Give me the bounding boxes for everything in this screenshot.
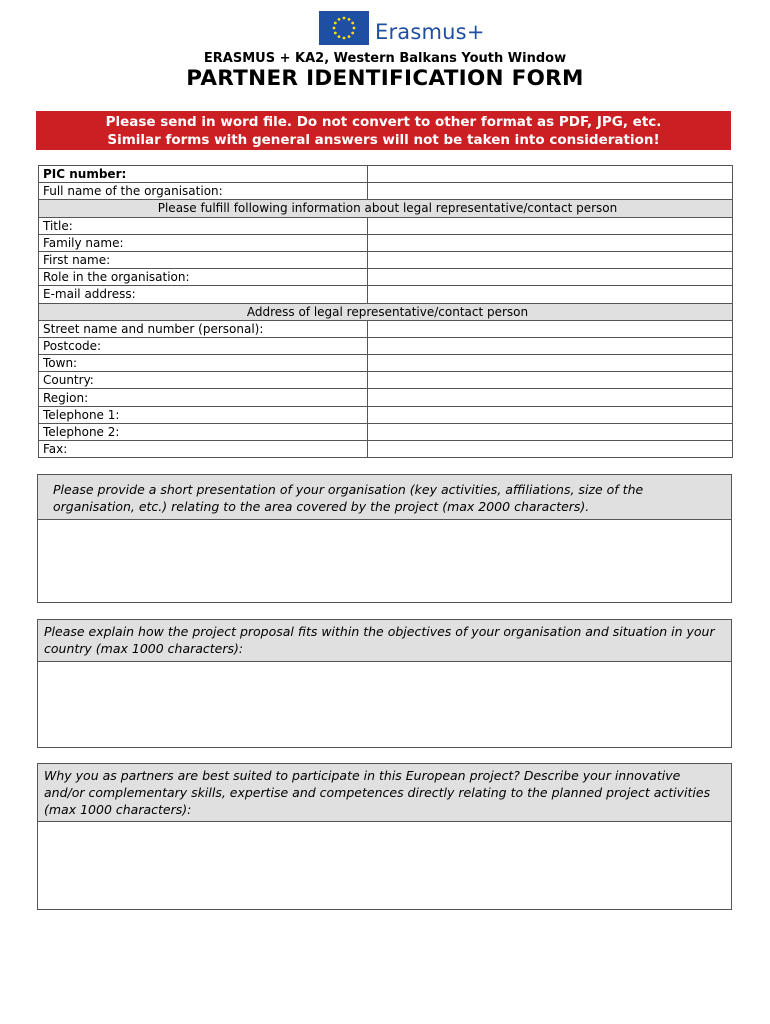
flag-star [351,22,354,25]
table-row [39,320,733,337]
country-input[interactable] [368,372,733,389]
section-row [39,200,733,217]
field-label: Telephone 2: [39,423,368,440]
partner-info-table [38,165,733,458]
field-label: First name: [39,251,368,268]
field-label: Title: [39,217,368,234]
fax-input[interactable] [368,441,733,458]
table-row [39,166,733,183]
street-input[interactable] [368,320,733,337]
table-row [39,406,733,423]
field-label: Street name and number (personal): [39,320,368,337]
flag-star [348,35,351,38]
field-label: Role in the organisation: [39,269,368,286]
notice-line-1: Please send in word file. Do not convert to other format as PDF, JPG, etc. [105,114,662,130]
table-row [39,183,733,200]
objectives-answer-field[interactable] [38,662,731,747]
postcode-input[interactable] [368,337,733,354]
flag-star [353,27,356,30]
field-label: E-mail address: [39,286,368,303]
org-name-input[interactable] [368,183,733,200]
town-input[interactable] [368,355,733,372]
question-box-presentation [37,474,732,603]
field-label: Town: [39,355,368,372]
title-input[interactable] [368,217,733,234]
logo-text: Erasmus+ [375,20,485,44]
flag-star [338,35,341,38]
question-presentation: Please provide a short presentation of your organisation (key activities, affiliations, size of the organisation, etc.) relating to the area covered by the project (max 2000 characters). [38,475,731,520]
flag-star [338,18,341,21]
question-objectives: Please explain how the project proposal fits within the objectives of your organisation and situation in your country (max 1000 characters): [38,620,731,662]
table-row [39,269,733,286]
notice-banner [36,111,731,150]
role-input[interactable] [368,269,733,286]
flag-star [343,37,346,40]
table-row [39,423,733,440]
suitability-answer-field[interactable] [38,822,731,909]
region-input[interactable] [368,389,733,406]
telephone-2-input[interactable] [368,423,733,440]
flag-star [333,27,336,30]
table-row [39,251,733,268]
table-row [39,372,733,389]
question-suitability: Why you as partners are best suited to participate in this European project? Describe your innovative and/or complementary skills, expertise and competences directly relating to the planned project activities (max 1000 characters): [38,764,731,822]
first-name-input[interactable] [368,251,733,268]
table-row [39,337,733,354]
section-row [39,303,733,320]
field-label: Telephone 1: [39,406,368,423]
field-label: Region: [39,389,368,406]
field-label: Postcode: [39,337,368,354]
notice-line-2: Similar forms with general answers will not be taken into consideration! [107,132,660,148]
question-box-suitability [37,763,732,910]
presentation-answer-field[interactable] [38,520,731,602]
table-row [39,217,733,234]
flag-star [334,22,337,25]
table-row [39,441,733,458]
telephone-1-input[interactable] [368,406,733,423]
flag-star [351,32,354,35]
pic-input[interactable] [368,166,733,183]
question-box-objectives [37,619,732,748]
page-title: PARTNER IDENTIFICATION FORM [186,66,584,91]
flag-star [334,32,337,35]
form-subtitle: ERASMUS + KA2, Western Balkans Youth Window [203,51,567,66]
flag-star [348,18,351,21]
table-row [39,355,733,372]
email-input[interactable] [368,286,733,303]
pic-label: PIC number: [39,166,368,183]
org-name-label: Full name of the organisation: [39,183,368,200]
erasmus-logo [319,10,485,46]
section-header-address: Address of legal representative/contact person [39,303,733,320]
field-label: Family name: [39,234,368,251]
section-header-representative: Please fulfill following information about legal representative/contact person [39,200,733,217]
table-row [39,234,733,251]
flag-star [343,17,346,20]
table-row [39,286,733,303]
eu-flag-icon [319,11,369,45]
field-label: Fax: [39,441,368,458]
family-name-input[interactable] [368,234,733,251]
field-label: Country: [39,372,368,389]
table-row [39,389,733,406]
